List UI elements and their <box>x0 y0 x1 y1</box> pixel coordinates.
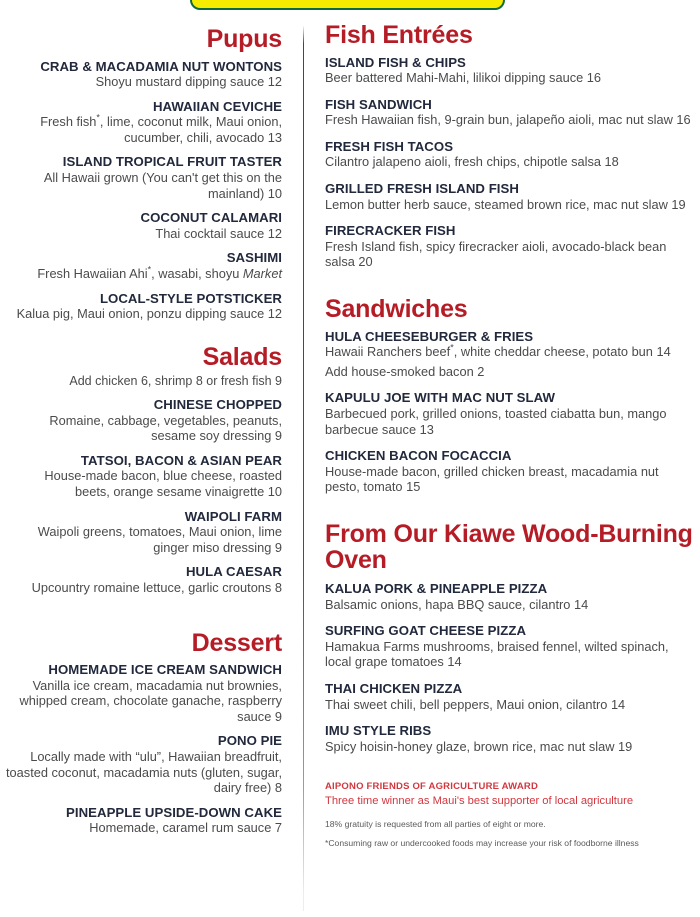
item-description: Shoyu mustard dipping sauce 12 <box>95 74 282 90</box>
item-name: PINEAPPLE UPSIDE-DOWN CAKE <box>66 804 282 820</box>
menu-item <box>6 805 282 836</box>
consuming-note: *Consuming raw or undercooked foods may increase your risk of foodborne illness <box>325 838 639 849</box>
section-heading-dessert: Dessert <box>191 628 282 657</box>
item-description: Balsamic onions, hapa BBQ sauce, cilantro 14 <box>325 596 589 612</box>
menu-item <box>325 55 696 86</box>
item-name: TATSOI, BACON & ASIAN PEAR <box>80 452 282 468</box>
menu-item <box>325 390 696 437</box>
item-name: ISLAND FISH & CHIPS <box>325 54 466 70</box>
item-name: CRAB & MACADAMIA NUT WONTONS <box>40 58 282 74</box>
column-divider <box>303 26 304 911</box>
item-description: Thai sweet chili, bell peppers, Maui onion, cilantro 14 <box>325 696 626 712</box>
menu-item <box>325 623 696 670</box>
menu-left-column <box>0 22 296 917</box>
menu-item <box>6 662 282 724</box>
footer-notes <box>325 780 696 850</box>
menu-item <box>6 154 282 201</box>
item-description: Barbecued pork, grilled onions, toasted ciabatta bun, mango barbecue sauce 13 <box>325 405 667 437</box>
menu-item <box>6 99 282 146</box>
item-description: Fresh Hawaiian fish, 9-grain bun, jalapeño aioli, mac nut slaw 16 <box>325 112 691 128</box>
item-description: Fresh Hawaiian Ahi*, wasabi, shoyu Market <box>37 264 282 282</box>
item-name: HULA CAESAR <box>185 564 282 580</box>
item-description: Hamakua Farms mushrooms, braised fennel, wilted spinach, local grape tomatoes 14 <box>325 638 669 670</box>
menu-item <box>325 181 696 212</box>
item-name: FISH SANDWICH <box>325 96 432 112</box>
item-description: Upcountry romaine lettuce, garlic croutons 8 <box>31 579 282 595</box>
menu-item <box>6 59 282 90</box>
item-name: SASHIMI <box>226 250 282 266</box>
menu-item <box>6 210 282 241</box>
item-description: Romaine, cabbage, vegetables, peanuts, sesame soy dressing 9 <box>49 412 282 444</box>
item-description: Fresh Island fish, spicy firecracker aioli, avocado-black bean salsa 20 <box>325 238 667 270</box>
section-fish-entrees <box>325 22 696 270</box>
section-dessert <box>6 630 282 837</box>
menu-item <box>325 329 696 380</box>
item-name: HOMEMADE ICE CREAM SANDWICH <box>48 662 282 678</box>
menu-item <box>6 397 282 444</box>
item-name: HULA CHEESEBURGER & FRIES <box>325 328 534 344</box>
section-heading-sandwiches: Sandwiches <box>325 295 468 324</box>
item-description: Spicy hoisin-honey glaze, brown rice, mac nut slaw 19 <box>325 738 633 754</box>
section-heading-salads: Salads <box>202 342 282 371</box>
item-name: FRESH FISH TACOS <box>325 138 454 154</box>
menu-item <box>325 139 696 170</box>
section-kiawe-oven <box>325 521 696 754</box>
section-salads <box>6 344 282 596</box>
menu-item <box>325 97 696 128</box>
item-name: FIRECRACKER FISH <box>325 223 456 239</box>
menu-item <box>6 453 282 500</box>
item-name: KALUA PORK & PINEAPPLE PIZZA <box>325 580 548 596</box>
award-subtitle: Three time winner as Maui's best supporter of local agriculture <box>325 794 634 807</box>
menu-item <box>325 723 696 754</box>
item-description: Hawaii Ranchers beef*, white cheddar cheese, potato bun 14 <box>325 342 671 360</box>
item-name: HAWAIIAN CEVICHE <box>152 98 282 114</box>
item-description: Lemon butter herb sauce, steamed brown rice, mac nut slaw 19 <box>325 196 686 212</box>
item-description: Fresh fish*, lime, coconut milk, Maui onion, cucumber, chili, avocado 13 <box>40 113 282 145</box>
item-name: COCONUT CALAMARI <box>140 210 282 226</box>
item-name: CHICKEN BACON FOCACCIA <box>325 448 512 464</box>
item-name: CHINESE CHOPPED <box>153 396 282 412</box>
menu-item <box>6 564 282 595</box>
item-name: KAPULU JOE WITH MAC NUT SLAW <box>325 390 555 406</box>
item-name: IMU STYLE RIBS <box>325 723 432 739</box>
section-heading-pupus: Pupus <box>206 25 282 53</box>
menu-item <box>6 291 282 322</box>
item-name: GRILLED FRESH ISLAND FISH <box>325 181 519 197</box>
section-pupus <box>6 26 282 322</box>
gratuity-note: 18% gratuity is requested from all parties of eight or more. <box>325 819 546 830</box>
section-heading-kiawe-oven: From Our Kiawe Wood-Burning Oven <box>325 519 693 575</box>
menu-item <box>6 733 282 795</box>
section-heading-fish-entrees: Fish Entrées <box>325 21 473 49</box>
item-description: Waipoli greens, tomatoes, Maui onion, lime ginger miso dressing 9 <box>37 524 282 555</box>
section-sandwiches <box>325 296 696 495</box>
item-description: House-made bacon, blue cheese, roasted beets, orange sesame vinaigrette 10 <box>44 468 282 499</box>
item-description: Kalua pig, Maui onion, ponzu dipping sauce 12 <box>16 306 282 322</box>
menu-right-column <box>297 22 700 917</box>
item-name: LOCAL-STYLE POTSTICKER <box>99 290 282 306</box>
item-description: All Hawaii grown (You can't get this on the mainland) 10 <box>43 170 282 201</box>
item-description: Thai cocktail sauce 12 <box>155 225 282 241</box>
item-description: House-made bacon, grilled chicken breast, macadamia nut pesto, tomato 15 <box>325 463 659 495</box>
menu-item <box>6 250 282 281</box>
item-name: ISLAND TROPICAL FRUIT TASTER <box>62 154 282 170</box>
menu-item <box>325 581 696 612</box>
section-subheading-salads: Add chicken 6, shrimp 8 or fresh fish 9 <box>69 374 282 389</box>
item-name: WAIPOLI FARM <box>184 508 282 524</box>
menu-item <box>325 223 696 270</box>
award-title: AIPONO FRIENDS OF AGRICULTURE AWARD <box>325 781 539 793</box>
item-description: Beer battered Mahi-Mahi, lilikoi dipping sauce 16 <box>325 70 601 86</box>
item-description: Vanilla ice cream, macadamia nut brownies, whipped cream, chocolate ganache, raspberry sauce 9 <box>19 677 282 724</box>
item-description: Locally made with “ulu”, Hawaiian breadfruit, toasted coconut, macadamia nuts (gluten, sugar, dairy free) 8 <box>6 749 283 796</box>
menu-item <box>6 509 282 556</box>
item-name: THAI CHICKEN PIZZA <box>325 680 463 696</box>
item-name: SURFING GOAT CHEESE PIZZA <box>325 623 527 639</box>
item-description: Cilantro jalapeno aioli, fresh chips, chipotle salsa 18 <box>325 154 619 170</box>
menu-item <box>325 681 696 712</box>
menu-item <box>325 448 696 495</box>
item-description: Homemade, caramel rum sauce 7 <box>89 820 282 836</box>
item-name: PONO PIE <box>217 733 282 749</box>
item-addon: Add house-smoked bacon 2 <box>325 363 485 379</box>
